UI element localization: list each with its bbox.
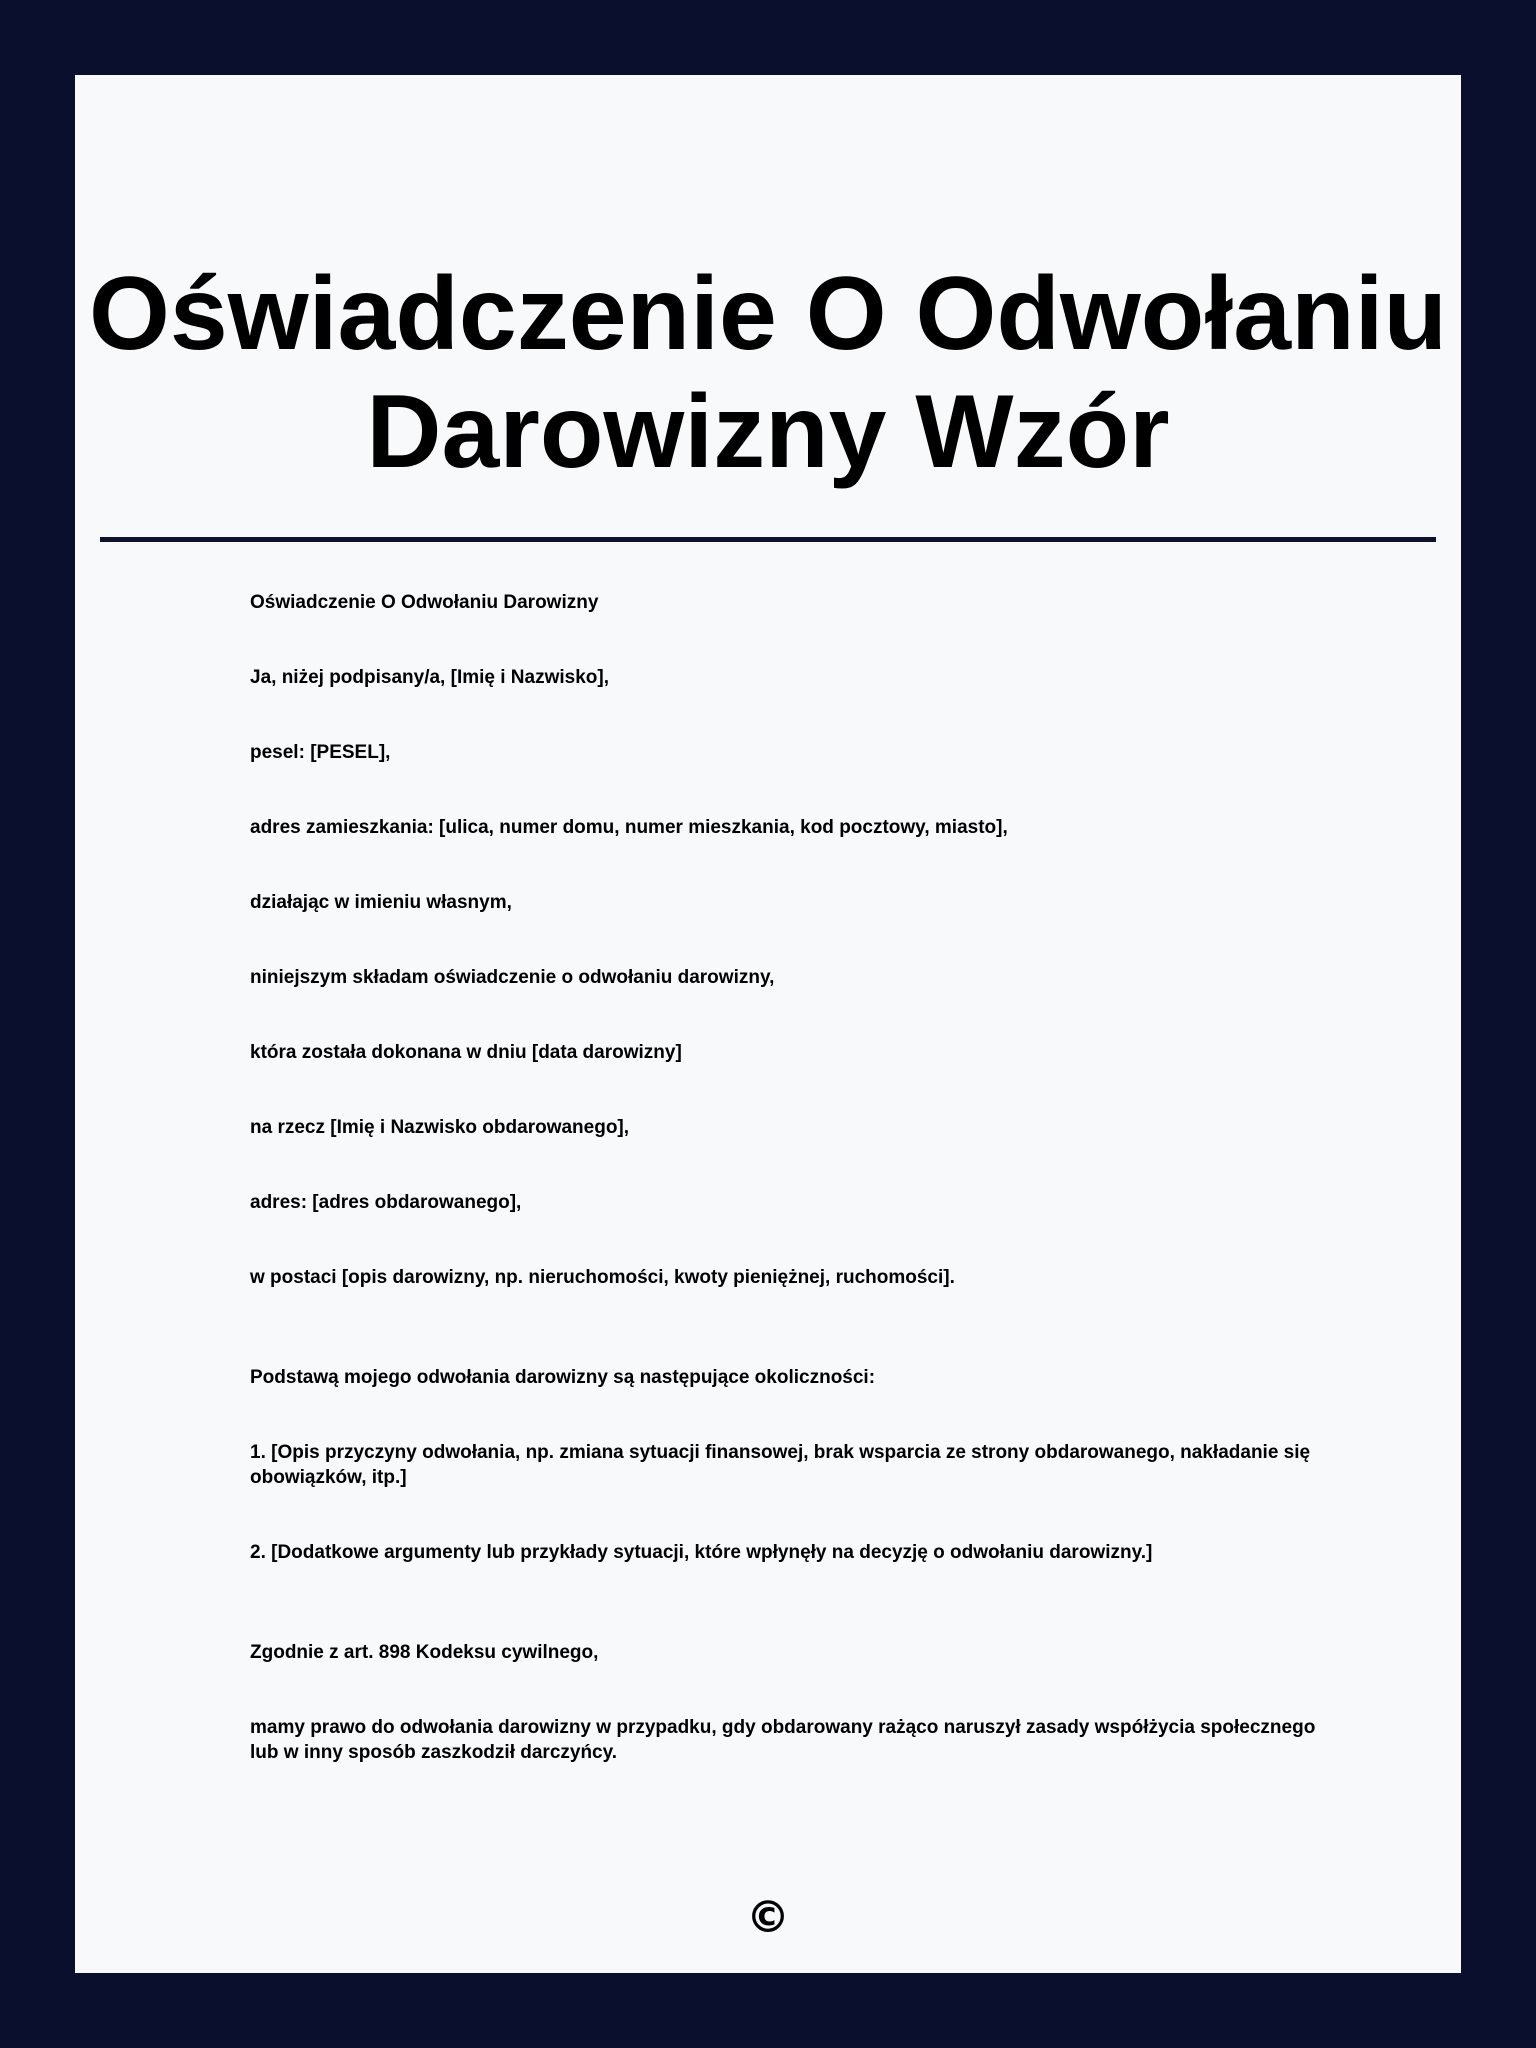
paragraph-recipient: na rzecz [Imię i Nazwisko obdarowanego], bbox=[250, 1117, 630, 1138]
paragraph-legal-basis: Zgodnie z art. 898 Kodeksu cywilnego, bbox=[250, 1642, 599, 1663]
paragraph-acting: działając w imieniu własnym, bbox=[250, 892, 512, 913]
paragraph-legal-right: mamy prawo do odwołania darowizny w przypadku, gdy obdarowany rażąco naruszył zasady współżycia społecznego lub w inny sposób zaszkodził darczyńcy. bbox=[250, 1717, 1316, 1763]
paragraph-address: adres zamieszkania: [ulica, numer domu, numer mieszkania, kod pocztowy, miasto], bbox=[250, 817, 1008, 838]
paragraph-statement: niniejszym składam oświadczenie o odwołaniu darowizny, bbox=[250, 967, 775, 988]
paragraph-date: która została dokonana w dniu [data darowizny] bbox=[250, 1042, 682, 1063]
copyright-icon: © bbox=[746, 1892, 790, 1943]
title-line-1: Oświadczenie O Odwołaniu bbox=[88, 256, 1448, 372]
paragraph-recipient-address: adres: [adres obdarowanego], bbox=[250, 1192, 522, 1213]
document-page bbox=[75, 75, 1461, 1973]
title-line-2: Darowizny Wzór bbox=[366, 374, 1170, 490]
list-item-reason-1: 1. [Opis przyczyny odwołania, np. zmiana sytuacji finansowej, brak wsparcia ze strony obdarowanego, nakładanie się obowiązków, itp.] bbox=[250, 1442, 1311, 1488]
paragraph-donation-form: w postaci [opis darowizny, np. nieruchomości, kwoty pieniężnej, ruchomości]. bbox=[250, 1267, 955, 1288]
list-item-reason-2: 2. [Dodatkowe argumenty lub przykłady sytuacji, które wpłynęły na decyzję o odwołaniu darowizny.] bbox=[250, 1542, 1153, 1563]
document-title bbox=[75, 255, 1461, 491]
paragraph-pesel: pesel: [PESEL], bbox=[250, 742, 391, 763]
title-divider bbox=[100, 537, 1436, 542]
paragraph-grounds: Podstawą mojego odwołania darowizny są następujące okoliczności: bbox=[250, 1367, 876, 1388]
paragraph-declarant: Ja, niżej podpisany/a, [Imię i Nazwisko], bbox=[250, 667, 609, 688]
document-heading: Oświadczenie O Odwołaniu Darowizny bbox=[250, 592, 599, 613]
